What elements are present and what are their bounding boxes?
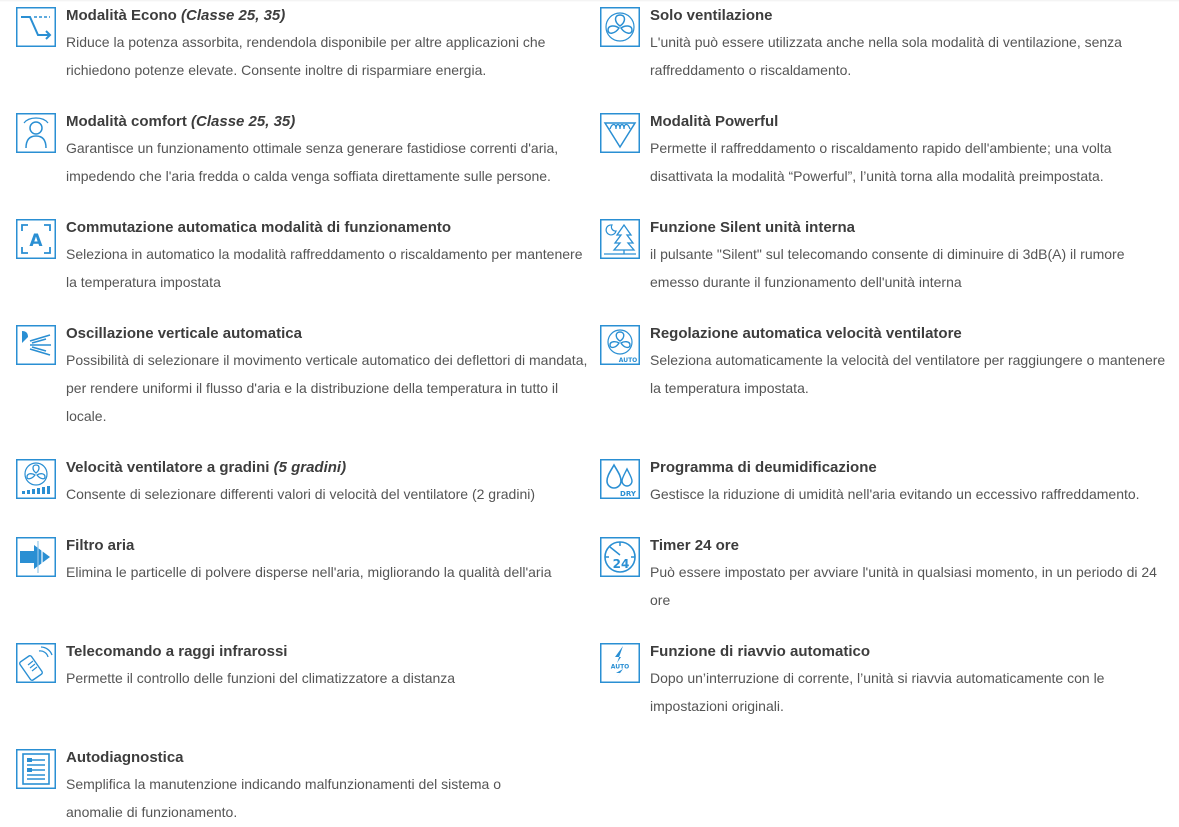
svg-text:AUTO: AUTO <box>618 357 638 364</box>
feature-description: Riduce la potenza assorbita, rendendola disponibile per altre applicazioni che richiedono potenze elevate. Consente inoltre di risparmiare energia. <box>66 34 546 78</box>
auto-fan-speed-icon <box>600 325 640 365</box>
feature-title: Velocità ventilatore a gradini (5 gradini) <box>66 459 347 476</box>
feature-description: Seleziona in automatico la modalità raffreddamento o riscaldamento per mantenere la temperatura impostata <box>66 246 583 290</box>
fan-only-icon <box>600 7 640 47</box>
feature-description: Possibilità di selezionare il movimento verticale automatico dei deflettori di mandata, per rendere uniformi il flusso d'aria e la distribuzione della temperatura in tutto il locale. <box>66 352 588 424</box>
auto-changeover-icon <box>16 219 56 259</box>
svg-text:A: A <box>29 231 43 251</box>
econo-mode-icon <box>16 7 56 47</box>
dry-program-icon <box>600 459 640 499</box>
feature-description: Consente di selezionare differenti valori di velocità del ventilatore (2 gradini) <box>66 486 535 502</box>
feature-title: Autodiagnostica <box>66 749 184 766</box>
feature-description: Semplifica la manutenzione indicando malfunzionamenti del sistema o anomalie di funzionamento. <box>66 776 502 820</box>
svg-text:24: 24 <box>612 557 630 571</box>
comfort-mode-icon <box>16 113 56 153</box>
infrared-remote-icon <box>16 643 56 683</box>
powerful-mode-icon <box>600 113 640 153</box>
feature-class-note: (5 gradini) <box>273 459 347 476</box>
feature-description: Gestisce la riduzione di umidità nell'aria evitando un eccessivo raffreddamento. <box>650 486 1140 502</box>
feature-description: Dopo un’interruzione di corrente, l’unità si riavvia automaticamente con le impostazioni originali. <box>650 670 1105 714</box>
feature-title: Solo ventilazione <box>650 7 773 24</box>
timer-24h-icon <box>600 537 640 577</box>
fan-speed-steps-icon <box>16 459 56 499</box>
top-divider <box>0 0 1179 2</box>
feature-description: Garantisce un funzionamento ottimale senza generare fastidiose correnti d'aria, impedendo che l'aria fredda o calda venga soffiata direttamente sulle persone. <box>66 140 559 184</box>
feature-class-note: (Classe 25, 35) <box>181 7 286 24</box>
feature-title: Commutazione automatica modalità di funzionamento <box>66 219 452 236</box>
feature-title: Modalità Powerful <box>650 113 779 130</box>
feature-title: Funzione Silent unità interna <box>650 219 856 236</box>
feature-title: Filtro aria <box>66 537 135 554</box>
feature-title: Telecomando a raggi infrarossi <box>66 643 288 660</box>
auto-restart-icon <box>600 643 640 683</box>
air-filter-icon <box>16 537 56 577</box>
feature-description: L'unità può essere utilizzata anche nella sola modalità di ventilazione, senza raffreddamento o riscaldamento. <box>650 34 1122 78</box>
self-diagnosis-icon <box>16 749 56 789</box>
feature-title: Regolazione automatica velocità ventilatore <box>650 325 962 342</box>
silent-indoor-icon <box>600 219 640 259</box>
feature-description: Seleziona automaticamente la velocità del ventilatore per raggiungere o mantenere la temperatura impostata. <box>650 352 1166 396</box>
feature-title: Modalità Econo (Classe 25, 35) <box>66 7 286 24</box>
feature-description: il pulsante "Silent" sul telecomando consente di diminuire di 3dB(A) il rumore emesso durante il funzionamento dell'unità interna <box>650 246 1125 290</box>
feature-description: Elimina le particelle di polvere disperse nell'aria, migliorando la qualità dell'aria <box>66 564 552 580</box>
feature-title: Oscillazione verticale automatica <box>66 325 302 342</box>
feature-title: Programma di deumidificazione <box>650 459 877 476</box>
feature-description: Può essere impostato per avviare l'unità in qualsiasi momento, in un periodo di 24 ore <box>650 564 1157 608</box>
feature-title: Timer 24 ore <box>650 537 739 554</box>
svg-text:DRY: DRY <box>620 490 636 498</box>
vertical-swing-icon <box>16 325 56 365</box>
feature-title: Funzione di riavvio automatico <box>650 643 871 660</box>
feature-description: Permette il controllo delle funzioni del climatizzatore a distanza <box>66 670 456 686</box>
feature-description: Permette il raffreddamento o riscaldamento rapido dell'ambiente; una volta disattivata la modalità “Powerful”, l’unità torna alla modalità preimpostata. <box>650 140 1112 184</box>
feature-title: Modalità comfort (Classe 25, 35) <box>66 113 296 130</box>
svg-text:AUTO: AUTO <box>610 663 630 671</box>
feature-class-note: (Classe 25, 35) <box>191 113 296 130</box>
